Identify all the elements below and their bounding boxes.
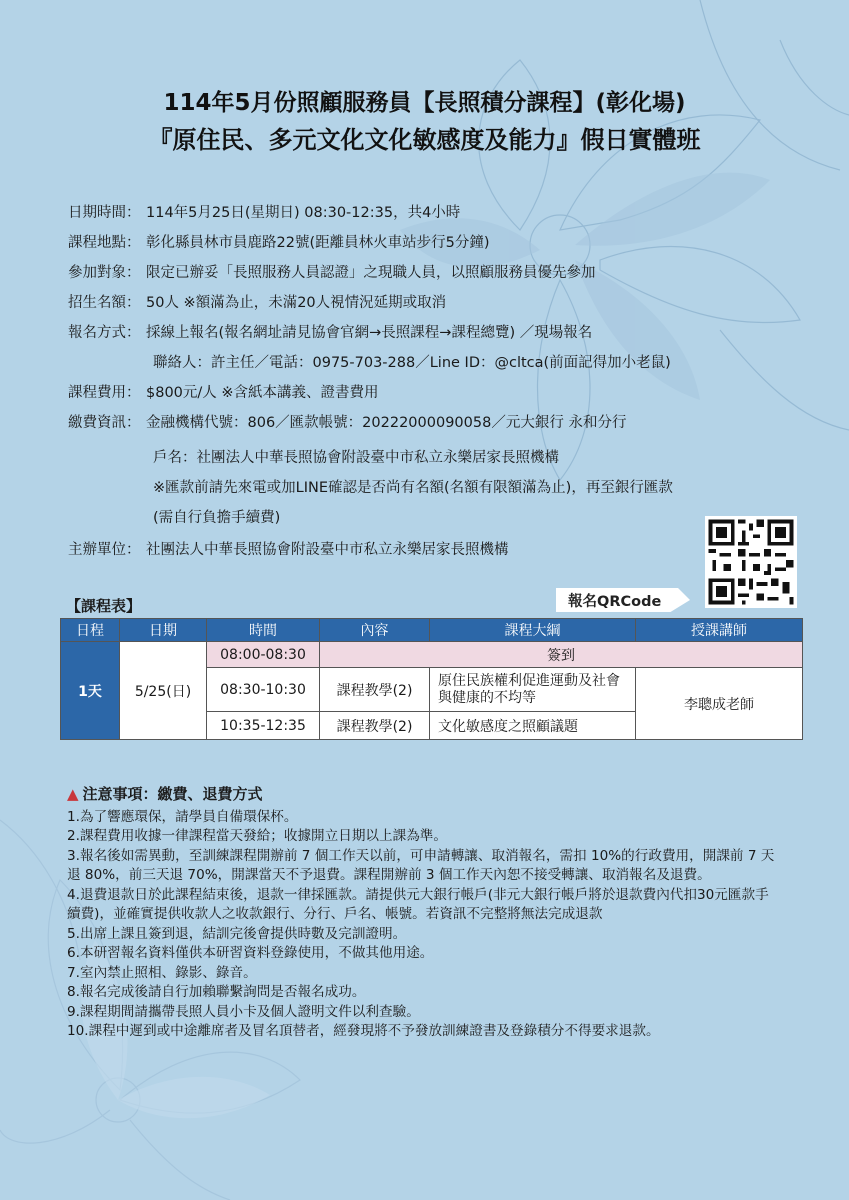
page-title: 114年5月份照顧服務員【長照積分課程】(彰化場) <box>163 90 686 116</box>
info-payment: 繳費資訊： 金融機構代號：806／匯款帳號：20222000090058／元大銀行 永和分行 <box>68 415 627 431</box>
qr-label-wrap <box>556 588 690 612</box>
cell-time: 08:30-10:30 <box>207 668 320 712</box>
info-signup: 報名方式： 採線上報名(報名網址請見協會官網→長照課程→課程總覽) ／現場報名 <box>68 325 593 341</box>
cell-day: 1天 <box>61 642 120 740</box>
list-item: 7.室內禁止照相、錄影、錄音。 <box>67 964 257 981</box>
info-contact: 聯絡人：許主任／電話：0975-703-288／Line ID：@cltca(前面記得加小老鼠) <box>153 355 671 371</box>
signup-qr-code[interactable] <box>705 516 797 608</box>
cell-content: 課程教學(2) <box>320 668 430 712</box>
info-account-name: 戶名：社團法人中華長照協會附設臺中市私立永樂居家長照機構 <box>153 450 559 466</box>
col-time: 時間 <box>207 619 320 642</box>
qr-label: 報名QRCode <box>568 594 662 610</box>
col-day: 日程 <box>61 619 120 642</box>
notes-heading: 注意事項：繳費、退費方式 <box>82 785 263 803</box>
list-item: 5.出席上課且簽到退，結訓完後會提供時數及完訓證明。 <box>67 925 407 942</box>
col-outline: 課程大綱 <box>430 619 636 642</box>
cell-time: 08:00-08:30 <box>207 642 320 668</box>
info-remit-note: ※匯款前請先來電或加LINE確認是否尚有名額(名額有限額滿為止)，再至銀行匯款 <box>153 480 673 496</box>
info-fee-note: (需自行負擔手續費) <box>153 510 281 526</box>
col-content: 內容 <box>320 619 430 642</box>
info-fee: 課程費用： $800元/人 ※含紙本講義、證書費用 <box>68 385 379 401</box>
list-item: 6.本研習報名資料僅供本研習資料登錄使用，不做其他用途。 <box>67 945 434 961</box>
info-quota: 招生名額： 50人 ※額滿為止，未滿20人視情況延期或取消 <box>68 295 447 311</box>
warning-triangle-icon: ▲ <box>67 785 79 803</box>
cell-teacher: 李聰成老師 <box>636 668 803 740</box>
list-item: 9.課程期間請攜帶長照人員小卡及個人證明文件以利查驗。 <box>67 1003 420 1020</box>
list-item: 1.為了響應環保，請學員自備環保杯。 <box>67 808 298 825</box>
list-item: 10.課程中遲到或中途離席者及冒名頂替者，經發現將不予發放訓練證書及登錄積分不得要求退款。 <box>67 1023 660 1039</box>
list-item: 3.報名後如需異動，至訓練課程開辦前 7 個工作天以前，可申請轉讓、取消報名，需扣 10%的行政費用，開課前 7 天退 80%，前三天退 70%，開課當天不予退費。課程開辦前 3 個工作天內恕不接受轉讓、取消報名及退費。 <box>67 847 775 883</box>
notes-section <box>67 785 782 1042</box>
list-item: 8.報名完成後請自行加賴聯繫詢問是否報名成功。 <box>67 984 366 1000</box>
schedule-label: 【課程表】 <box>66 597 142 615</box>
info-place: 課程地點： 彰化縣員林市員鹿路22號(距離員林火車站步行5分鐘) <box>68 235 490 251</box>
schedule-table <box>60 618 803 740</box>
cell-checkin: 簽到 <box>320 642 803 668</box>
cell-outline: 原住民族權利促進運動及社會與健康的不均等 <box>430 668 636 712</box>
info-host: 主辦單位： 社團法人中華長照協會附設臺中市私立永樂居家長照機構 <box>68 542 509 558</box>
cell-time: 10:35-12:35 <box>207 712 320 740</box>
cell-content: 課程教學(2) <box>320 712 430 740</box>
cell-date: 5/25(日) <box>120 642 207 740</box>
notes-heading-row <box>67 785 782 805</box>
schedule-header-row <box>61 619 803 642</box>
list-item: 2.課程費用收據一律課程當天發給；收據開立日期以上課為準。 <box>67 828 447 844</box>
table-row <box>61 642 803 668</box>
col-date: 日期 <box>120 619 207 642</box>
list-item: 4.退費退款日於此課程結束後，退款一律採匯款。請提供元大銀行帳戶(非元大銀行帳戶將於退款費內代扣30元匯款手續費)，並確實提供收款人之收款銀行、分行、戶名、帳號。若資訊不完整將無法完成退款 <box>67 886 769 922</box>
info-date: 日期時間： 114年5月25日(星期日) 08:30-12:35，共4小時 <box>68 205 461 221</box>
info-target: 參加對象： 限定已辦妥「長照服務人員認證」之現職人員，以照顧服務員優先參加 <box>68 265 596 281</box>
col-teacher: 授課講師 <box>636 619 803 642</box>
cell-outline: 文化敏感度之照顧議題 <box>430 712 636 740</box>
page-subtitle: 『原住民、多元文化文化敏感度及能力』假日實體班 <box>148 126 701 154</box>
